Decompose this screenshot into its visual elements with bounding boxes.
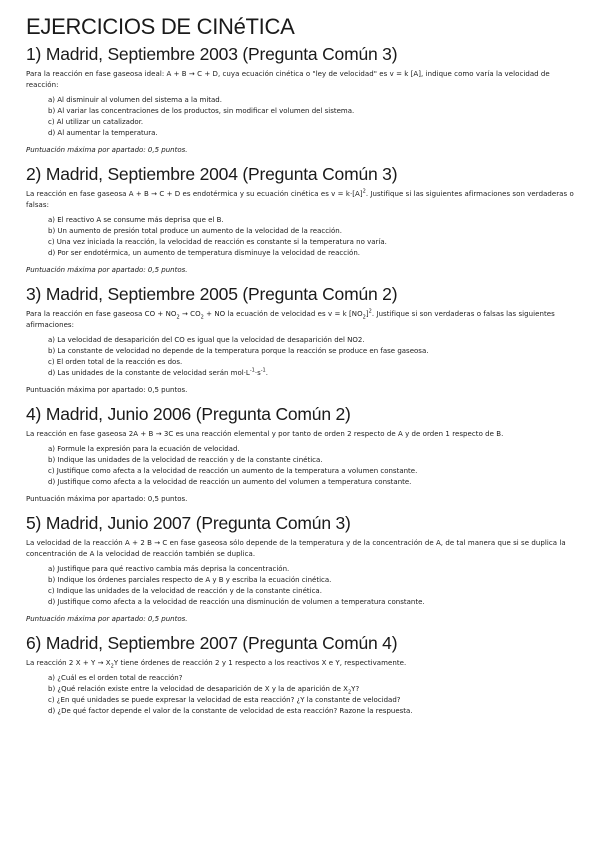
subscript: 2 (110, 663, 114, 670)
statement-text: Y tiene órdenes de reacción 2 y 1 respecto a los reactivos X e Y, respectivamente. (113, 659, 407, 667)
question-item: d) Justifique como afecta a la velocidad de reacción una disminución de volumen a temperatura constante. (48, 598, 425, 606)
statement-text: Para la reacción en fase gaseosa CO + NO (26, 310, 177, 318)
exercise-section-4 (26, 404, 576, 505)
question-item: b) Un aumento de presión total produce un aumento de la velocidad de la reacción. (48, 227, 342, 235)
question-list (26, 95, 576, 139)
subscript: 2 (176, 314, 180, 321)
question-item: c) Indique las unidades de la velocidad de reacción y de la constante cinética. (48, 587, 322, 595)
section-title: 5) Madrid, Junio 2007 (Pregunta Común 3) (26, 513, 351, 533)
section-statement: La velocidad de la reacción A + 2 B → C en fase gaseosa sólo depende de la temperatura y de la concentración de A, de tal manera que si se duplica la concentración de A la velocidad de reacción también se duplica. (26, 539, 566, 558)
section-title: 4) Madrid, Junio 2006 (Pregunta Común 2) (26, 404, 351, 424)
question-item: a) Justifique para qué reactivo cambia más deprisa la concentración. (48, 565, 290, 573)
exercise-section-1 (26, 44, 576, 156)
question-item: b) La constante de velocidad no depende de la temperatura porque la reacción se produce en fase gaseosa. (48, 347, 429, 355)
item-text: d) Las unidades de la constante de velocidad serán mol·L (48, 369, 250, 377)
exercise-sheet (26, 14, 576, 723)
question-item: a) Al disminuir al volumen del sistema a la mitad. (48, 96, 222, 104)
question-item: a) El reactivo A se consume más deprisa que el B. (48, 216, 224, 224)
score-note: Puntuación máxima por apartado: 0,5 puntos. (26, 266, 188, 274)
exponent: 2 (362, 188, 366, 195)
statement-text: . Justifique si las siguientes afirmaciones son verdaderas o falsas: (26, 190, 574, 209)
item-text: . (265, 369, 268, 377)
section-title: 3) Madrid, Septiembre 2005 (Pregunta Común 2) (26, 284, 398, 304)
exercise-section-3 (26, 284, 576, 396)
question-item: a) ¿Cuál es el orden total de reacción? (48, 674, 183, 682)
statement-text: ] (365, 310, 369, 318)
question-item: c) El orden total de la reacción es dos. (48, 358, 183, 366)
score-note: Puntuación máxima por apartado: 0,5 puntos. (26, 615, 188, 623)
exercise-section-6 (26, 633, 576, 717)
question-item: c) ¿En qué unidades se puede expresar la velocidad de esta reacción? ¿Y la constante de velocidad? (48, 696, 401, 704)
item-text: b) ¿Qué relación existe entre la velocidad de desaparición de X y la de aparición de X (48, 685, 348, 693)
question-item: c) Una vez iniciada la reacción, la velocidad de reacción es constante si la temperatura no varía. (48, 238, 387, 246)
question-item (48, 368, 576, 379)
section-statement (26, 309, 576, 331)
question-list (26, 564, 576, 608)
question-item: b) Indique los órdenes parciales respecto de A y B y escriba la ecuación cinética. (48, 576, 332, 584)
exercise-section-5 (26, 513, 576, 625)
statement-text: La reacción 2 X + Y → X (26, 659, 111, 667)
question-item: d) Por ser endotérmica, un aumento de temperatura disminuye la velocidad de reacción. (48, 249, 360, 257)
section-statement: La reacción en fase gaseosa 2A + B → 3C es una reacción elemental y por tanto de orden 2 respecto de A y de orden 1 respecto de B. (26, 430, 504, 438)
score-note: Puntuación máxima por apartado: 0,5 puntos. (26, 146, 188, 154)
exponent: 2 (368, 308, 372, 315)
statement-text: La reacción en fase gaseosa A + B → C + D es endotérmica y su ecuación cinética es v = k·[A] (26, 190, 363, 198)
section-statement (26, 658, 576, 669)
question-item: d) Al aumentar la temperatura. (48, 129, 158, 137)
question-item: c) Justifique como afecta a la velocidad de reacción un aumento de la temperatura a volumen constante. (48, 467, 418, 475)
question-list (26, 444, 576, 488)
question-list (26, 335, 576, 379)
question-list (26, 215, 576, 259)
score-note: Puntuación máxima por apartado: 0,5 puntos. (26, 386, 188, 394)
question-item (48, 684, 576, 695)
subscript: 2 (362, 314, 366, 321)
question-item: a) Formule la expresión para la ecuación de velocidad. (48, 445, 240, 453)
section-title: 6) Madrid, Septiembre 2007 (Pregunta Común 4) (26, 633, 398, 653)
exercise-section-2 (26, 164, 576, 276)
exponent: -1 (260, 367, 266, 374)
item-text: Y? (351, 685, 360, 693)
item-text: ·s (254, 369, 261, 377)
score-note: Puntuación máxima por apartado: 0,5 puntos. (26, 495, 188, 503)
question-item: d) ¿De qué factor depende el valor de la constante de velocidad de esta reacción? Razone la respuesta. (48, 707, 413, 715)
section-statement: Para la reacción en fase gaseosa ideal: A + B → C + D, cuya ecuación cinética o "ley de velocidad" es v = k [A], indique como varía la velocidad de reacción: (26, 70, 550, 89)
section-statement (26, 189, 576, 211)
question-item: c) Al utilizar un catalizador. (48, 118, 144, 126)
statement-text: + NO la ecuación de velocidad es v = k [NO (203, 310, 363, 318)
exponent: -1 (249, 367, 255, 374)
question-item: b) Indique las unidades de la velocidad de reacción y de la constante cinética. (48, 456, 323, 464)
question-item: d) Justifique como afecta a la velocidad de reacción un aumento del volumen a temperatura constante. (48, 478, 412, 486)
question-item: a) La velocidad de desaparición del CO es igual que la velocidad de desaparición del NO2. (48, 336, 365, 344)
statement-text: → CO (179, 310, 201, 318)
subscript: 2 (200, 314, 204, 321)
question-list (26, 673, 576, 717)
subscript: 2 (347, 689, 352, 696)
section-title: 2) Madrid, Septiembre 2004 (Pregunta Común 3) (26, 164, 398, 184)
document-title: EJERCICIOS DE CINéTICA (26, 14, 295, 39)
question-item: b) Al variar las concentraciones de los productos, sin modificar el volumen del sistema. (48, 107, 355, 115)
statement-text: . Justifique si son verdaderas o falsas las siguientes afirmaciones: (26, 310, 555, 329)
section-title: 1) Madrid, Septiembre 2003 (Pregunta Común 3) (26, 44, 398, 64)
